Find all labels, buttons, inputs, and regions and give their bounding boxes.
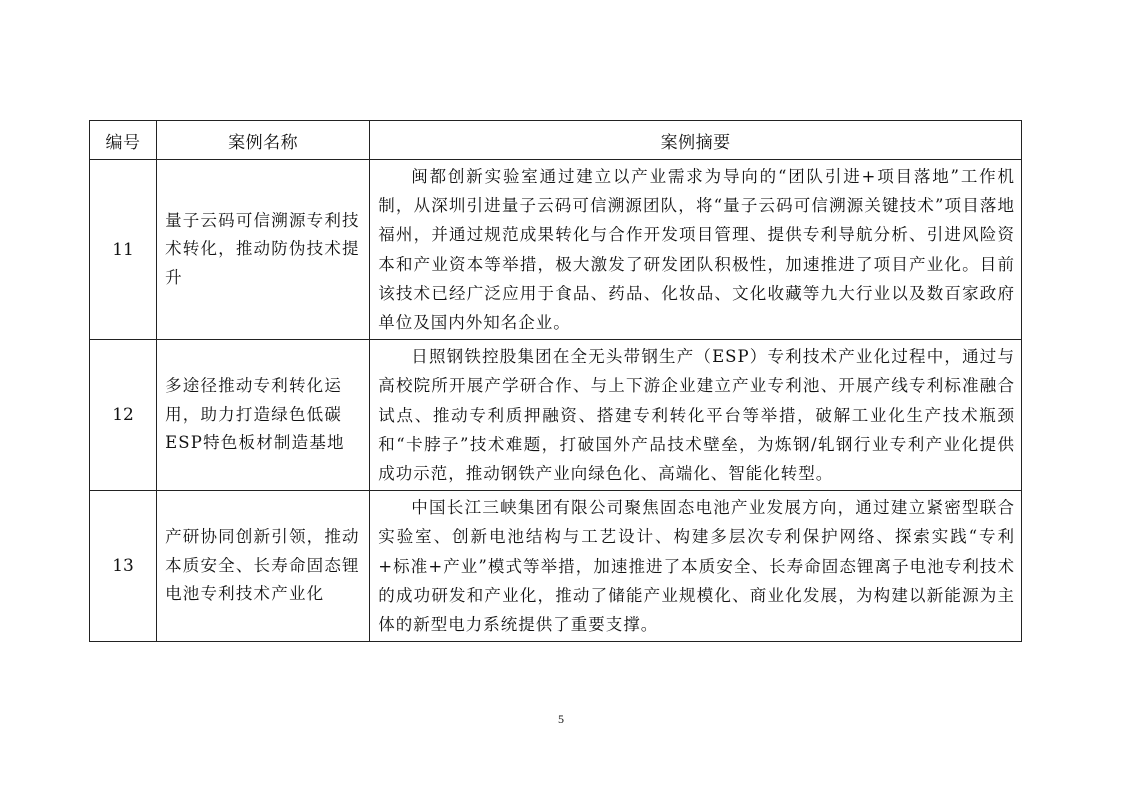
case-summary: 中国长江三峡集团有限公司聚焦固态电池产业发展方向，通过建立紧密型联合实验室、创新电池结构与工艺设计、构建多层次专利保护网络、探索实践“专利+标准+产业”模式等举措，加速推进了本质安全、长寿命固态锂离子电池专利技术的成功研发和产业化，推动了储能产业规模化、商业化发展，为构建以新能源为主体的新型电力系统提供了重要支撑。 [370, 491, 1022, 642]
case-number: 12 [90, 340, 157, 491]
case-name: 量子云码可信溯源专利技术转化，推动防伪技术提升 [157, 160, 370, 340]
case-number: 11 [90, 160, 157, 340]
table-row [90, 491, 1022, 642]
header-number: 编号 [90, 121, 157, 160]
table-row [90, 340, 1022, 491]
table-header-row [90, 121, 1022, 160]
case-number: 13 [90, 491, 157, 642]
page-number: 5 [558, 712, 564, 726]
case-summary: 闽都创新实验室通过建立以产业需求为导向的“团队引进+项目落地”工作机制，从深圳引进量子云码可信溯源团队，将“量子云码可信溯源关键技术”项目落地福州，并通过规范成果转化与合作开发项目管理、提供专利导航分析、引进风险资本和产业资本等举措，极大激发了研发团队积极性，加速推进了项目产业化。目前该技术已经广泛应用于食品、药品、化妆品、文化收藏等九大行业以及数百家政府单位及国内外知名企业。 [370, 160, 1022, 340]
case-name: 多途径推动专利转化运用，助力打造绿色低碳ESP特色板材制造基地 [157, 340, 370, 491]
header-case-name: 案例名称 [157, 121, 370, 160]
case-name: 产研协同创新引领，推动本质安全、长寿命固态锂电池专利技术产业化 [157, 491, 370, 642]
table-row [90, 160, 1022, 340]
case-summary: 日照钢铁控股集团在全无头带钢生产（ESP）专利技术产业化过程中，通过与高校院所开展产学研合作、与上下游企业建立产业专利池、开展产线专利标准融合试点、推动专利质押融资、搭建专利转化平台等举措，破解工业化生产技术瓶颈和“卡脖子”技术难题，打破国外产品技术壁垒，为炼钢/轧钢行业专利产业化提供成功示范，推动钢铁产业向绿色化、高端化、智能化转型。 [370, 340, 1022, 491]
header-case-summary: 案例摘要 [370, 121, 1022, 160]
case-table [89, 120, 1022, 642]
